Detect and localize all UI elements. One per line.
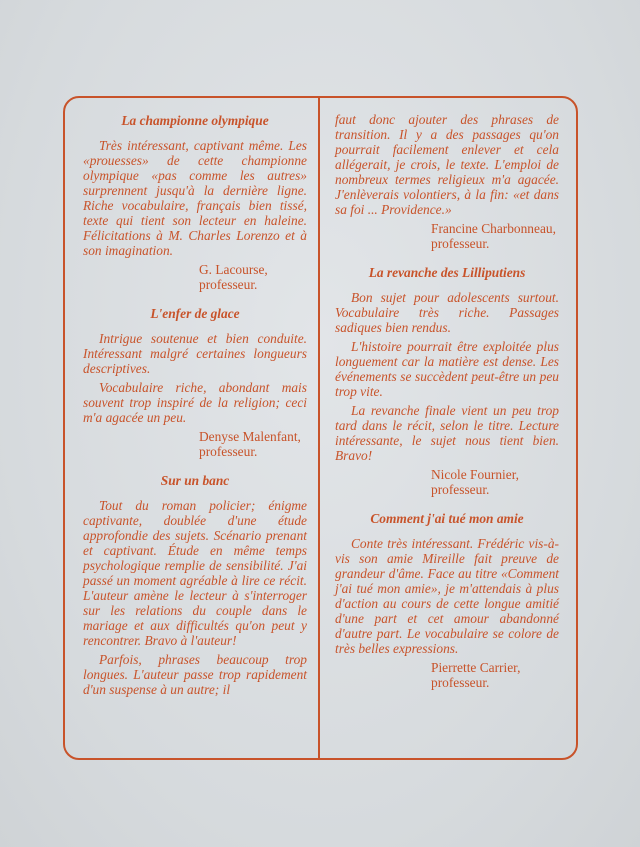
review-title: Sur un banc — [160, 473, 230, 488]
review-text: faut donc ajouter des phrases de transition. Il y a des passages qu'on pourrait facilement enlever et cela allégerait, je crois, le texte. L'emploi de nombreux termes religieux m'a agacée. J'enlèverais volontiers, à la fin: «et dans sa foi ... Providence.» — [335, 112, 559, 217]
review-title: L'enfer de glace — [150, 306, 240, 321]
review-banc-continued — [335, 112, 559, 251]
review-title: Comment j'ai tué mon amie — [370, 511, 524, 526]
review-enfer — [83, 306, 307, 459]
review-text: L'histoire pourrait être exploitée plus longuement car la matière est dense. Les événements se succèdent peut-être un peu trop vite. — [335, 339, 559, 399]
column-divider — [318, 98, 320, 758]
reviewer-role: professeur. — [431, 482, 490, 497]
review-text: Conte très intéressant. Frédéric vis-à-vis son amie Mireille fait preuve de grandeur d'âme. Face au titre «Comment j'ai tué mon amie», je m'attendais à plus d'action au cours de cette longue amitié d'une part et cet amour abandonné d'autre part. Le vocabulaire se colore de très belles expressions. — [335, 536, 559, 656]
review-championne — [83, 113, 307, 292]
right-column — [335, 112, 559, 690]
review-title: La championne olympique — [121, 113, 269, 128]
reviewer-name: Francine Charbonneau, — [431, 221, 556, 236]
reviewer-name: Pierrette Carrier, — [431, 660, 521, 675]
reviewer-role: professeur. — [431, 236, 490, 251]
reviewer-name: G. Lacourse, — [199, 262, 268, 277]
review-text: Bon sujet pour adolescents surtout. Vocabulaire très riche. Passages sadiques bien rendus. — [335, 290, 559, 335]
reviewer-name: Denyse Malenfant, — [199, 429, 301, 444]
review-text: La revanche finale vient un peu trop tard dans le récit, selon le titre. Lecture intéressante, le sujet nous tient bien. Bravo! — [335, 403, 559, 463]
review-text: Parfois, phrases beaucoup trop longues. L'auteur passe trop rapidement d'un suspense à un autre; il — [83, 652, 307, 697]
review-text: Vocabulaire riche, abondant mais souvent trop inspiré de la religion; ceci m'a agacée un peu. — [83, 380, 307, 425]
review-text: Tout du roman policier; énigme captivante, doublée d'une étude approfondie des sujets. Scénario prenant et captivant. Étude en même temps psychologique remplie de sensibilité. J'ai passé un moment agréable à lire ce récit. L'auteur amène le lecteur à s'interroger sur les relations du couple dans le mariage et aux difficultés qu'on peut y rencontrer. Bravo à l'auteur! — [83, 498, 307, 648]
review-banc — [83, 473, 307, 697]
left-column — [83, 113, 307, 701]
reviewer-name: Nicole Fournier, — [431, 467, 519, 482]
reviewer-role: professeur. — [199, 277, 258, 292]
reviewer-role: professeur. — [199, 444, 258, 459]
reviewer-role: professeur. — [431, 675, 490, 690]
review-text: Très intéressant, captivant même. Les «prouesses» de cette championne olympique «pas comme les autres» surprennent jusqu'à la dernière ligne. Riche vocabulaire, français bien tissé, texte qui tient son lecteur en haleine. Félicitations à M. Charles Lorenzo et à son imagination. — [83, 138, 307, 258]
review-title: La revanche des Lilliputiens — [368, 265, 526, 280]
review-text: Intrigue soutenue et bien conduite. Intéressant malgré certaines longueurs descriptives. — [83, 331, 307, 376]
review-amie — [335, 511, 559, 690]
review-lilliputiens — [335, 265, 559, 497]
